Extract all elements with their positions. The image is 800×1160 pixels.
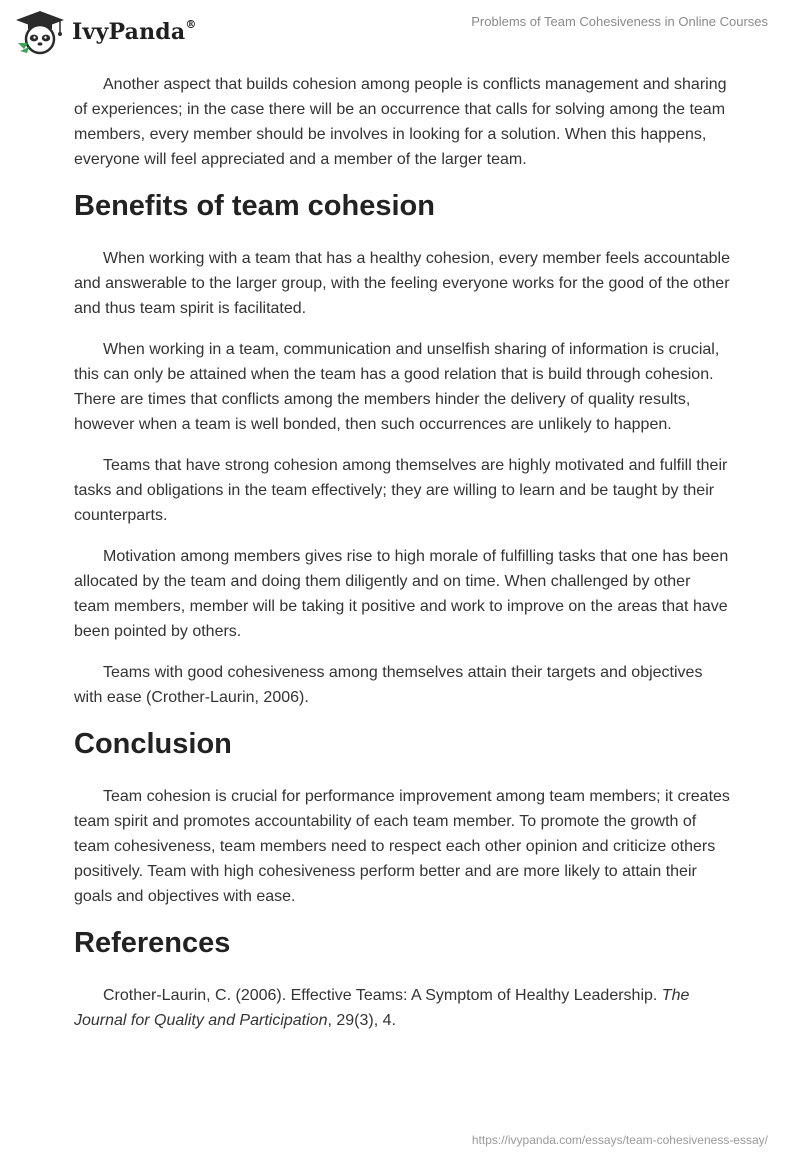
conclusion-paragraph: Team cohesion is crucial for performance improvement among team members; it creates team spirit and promotes accountability of each team member. To promote the growth of team cohesiveness, team members need to respect each other opinion and criticize others positively. Team with high cohesiveness perform better and are more likely to attain their goals and objectives with ease. <box>74 788 730 905</box>
benefits-heading: Benefits of team cohesion <box>74 190 435 222</box>
ivypanda-logo[interactable] <box>14 9 197 55</box>
reference-entry: Crother-Laurin, C. (2006). Effective Teams: A Symptom of Healthy Leadership. The Journal for Quality and Participation, 29(3), 4. <box>74 987 690 1029</box>
benefits-paragraph: Motivation among members gives rise to high morale of fulfilling tasks that one has been allocated by the team and doing them diligently and on time. When challenged by other team members, member will be taking it positive and work to improve on the areas that have been pointed by others. <box>74 548 729 640</box>
benefits-paragraph: When working in a team, communication and unselfish sharing of information is crucial, this can only be attained when the team has a good relation that is build through cohesion. There are times that conflicts among the members hinder the delivery of quality results, however when a team is well bonded, then such occurrences are unlikely to happen. <box>74 341 720 433</box>
source-url[interactable]: https://ivypanda.com/essays/team-cohesiveness-essay/ <box>471 1133 768 1147</box>
panda-graduate-icon <box>14 9 66 55</box>
essay-content <box>74 72 730 1049</box>
document-title: Problems of Team Cohesiveness in Online Courses <box>471 14 768 29</box>
benefits-paragraph: When working with a team that has a healthy cohesion, every member feels accountable and answerable to the larger group, with the feeling everyone works for the good of the other and thus team spirit is facilitated. <box>74 250 730 317</box>
logo-text: IvyPanda® <box>72 17 197 45</box>
references-heading: References <box>74 927 231 959</box>
page-header <box>0 0 800 62</box>
journal-title: The Journal for Quality and Participation <box>74 987 690 1029</box>
benefits-paragraph: Teams with good cohesiveness among themselves attain their targets and objectives with ease (Crother-Laurin, 2006). <box>74 664 703 706</box>
benefits-paragraph: Teams that have strong cohesion among themselves are highly motivated and fulfill their tasks and obligations in the team effectively; they are willing to learn and be taught by their counterparts. <box>74 457 728 524</box>
intro-paragraph: Another aspect that builds cohesion among people is conflicts management and sharing of experiences; in the case there will be an occurrence that calls for solving among the team members, every member should be involves in looking for a solution. When this happens, everyone will feel appreciated and a member of the larger team. <box>74 76 727 168</box>
conclusion-heading: Conclusion <box>74 728 232 760</box>
